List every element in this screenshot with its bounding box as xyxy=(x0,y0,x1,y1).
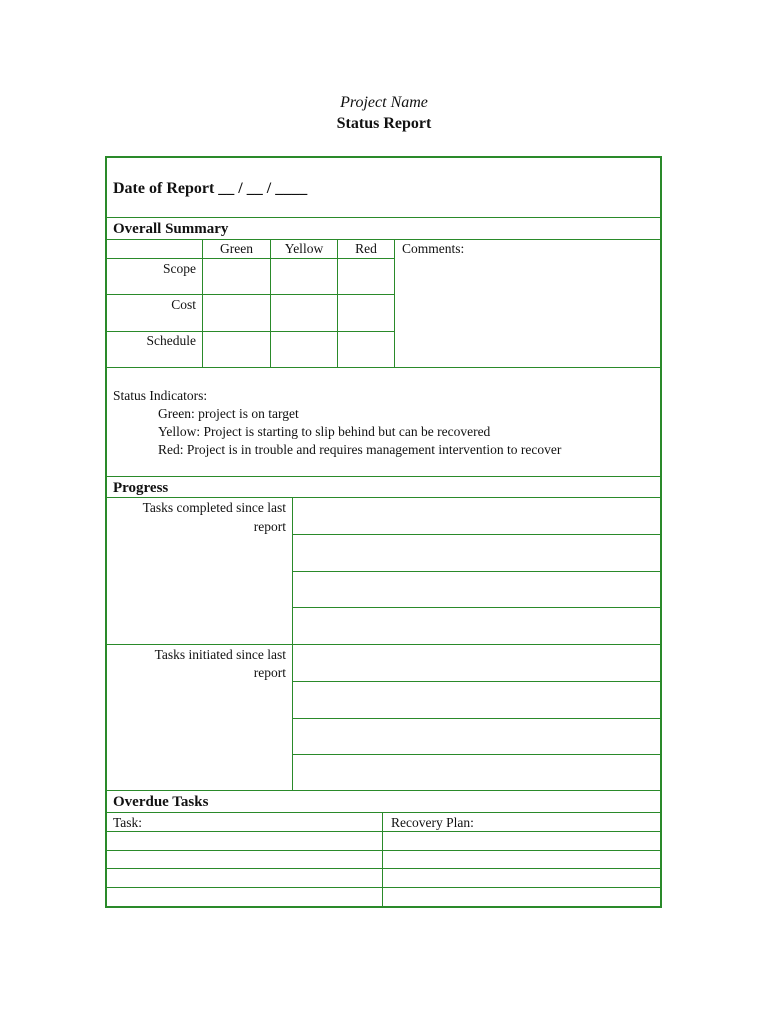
divider xyxy=(106,239,661,240)
report-title: Status Report xyxy=(336,115,432,132)
tasks-initiated-label-2: report xyxy=(253,665,286,680)
grid-line xyxy=(293,607,661,608)
grid-line xyxy=(337,239,338,367)
grid-line xyxy=(106,887,661,888)
grid-line xyxy=(293,754,661,755)
divider xyxy=(106,790,661,791)
grid-line xyxy=(202,239,203,367)
grid-line xyxy=(293,571,661,572)
project-name: Project Name xyxy=(340,94,428,111)
overall-summary-heading: Overall Summary xyxy=(113,221,229,237)
row-scope: Scope xyxy=(163,261,196,276)
row-cost: Cost xyxy=(171,297,196,312)
row-schedule: Schedule xyxy=(146,333,196,348)
grid-line xyxy=(106,644,661,645)
outer-border-top xyxy=(105,156,662,158)
comments-label: Comments: xyxy=(402,241,465,256)
grid-line xyxy=(394,239,395,367)
grid-line xyxy=(293,681,661,682)
divider xyxy=(106,217,661,218)
grid-line xyxy=(106,331,394,332)
divider xyxy=(106,812,661,813)
grid-line xyxy=(106,258,394,259)
col-green: Green xyxy=(220,241,253,256)
status-indicators-title: Status Indicators: xyxy=(113,388,208,403)
date-of-report: Date of Report __ / __ / ____ xyxy=(113,180,308,197)
task-label: Task: xyxy=(113,815,143,830)
outer-border-bottom xyxy=(105,906,662,908)
status-red: Red: Project is in trouble and requires management intervention to recover xyxy=(158,442,562,457)
col-yellow: Yellow xyxy=(284,241,324,256)
grid-line xyxy=(106,367,661,368)
tasks-completed-label-2: report xyxy=(253,519,286,534)
grid-line xyxy=(106,831,661,832)
grid-line xyxy=(106,868,661,869)
grid-line xyxy=(293,718,661,719)
recovery-plan-label: Recovery Plan: xyxy=(391,815,474,830)
tasks-initiated-label-1: Tasks initiated since last xyxy=(154,647,286,662)
grid-line xyxy=(293,534,661,535)
status-green: Green: project is on target xyxy=(158,406,299,421)
divider xyxy=(106,476,661,477)
col-red: Red xyxy=(355,241,377,256)
divider xyxy=(106,497,661,498)
status-yellow: Yellow: Project is starting to slip behind but can be recovered xyxy=(158,424,491,439)
progress-heading: Progress xyxy=(113,480,169,496)
grid-line xyxy=(106,850,661,851)
grid-line xyxy=(270,239,271,367)
overdue-tasks-heading: Overdue Tasks xyxy=(113,794,209,810)
tasks-completed-label-1: Tasks completed since last xyxy=(142,500,286,515)
grid-line xyxy=(106,294,394,295)
grid-line xyxy=(382,812,383,906)
outer-border-right xyxy=(660,156,662,908)
